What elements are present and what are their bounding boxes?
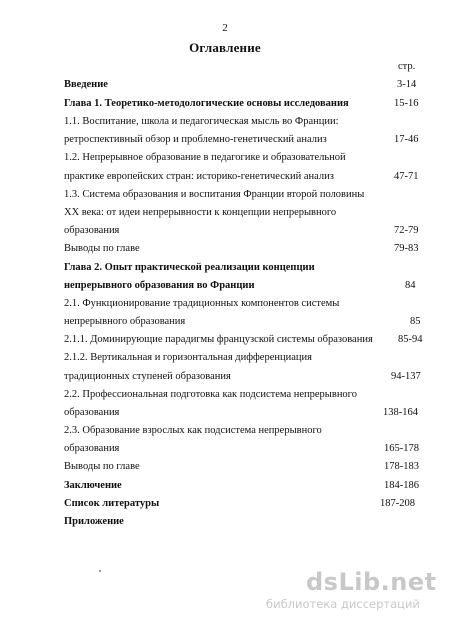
toc-entry-conclusions-2: Выводы по главе [64,461,140,472]
toc-page-chapter-2: 84 [405,280,416,291]
toc-entry-1-2-line2: практике европейских стран: историко-генетический анализ [64,171,334,182]
toc-entry-1-3-line2: XX века: от идеи непрерывности к концепции непрерывного [64,207,337,218]
toc-entry-2-1-2-line1: 2.1.2. Вертикальная и горизонтальная дифференциация [64,352,312,363]
toc-entry-2-3-line2: образования [64,443,120,454]
toc-page-1-3: 72-79 [394,225,419,236]
toc-page-bibliography: 187-208 [380,498,415,509]
document-title: Оглавление [189,40,261,55]
toc-page-conclusions-2: 178-183 [384,461,419,472]
toc-page-1-1: 17-46 [394,134,419,145]
toc-entry-bibliography: Список литературы [64,498,160,509]
toc-entry-2-1-line2: непрерывного образования [64,316,186,327]
toc-entry-appendix: Приложение [64,516,124,527]
toc-entry-conclusion: Заключение [64,480,122,491]
watermark [266,568,446,611]
toc-entry-chapter-2-line1: Глава 2. Опыт практической реализации концепции [64,262,315,273]
toc-page-2-1-2: 94-137 [391,371,421,382]
watermark-logo: dsLib.net [306,568,437,596]
toc-page-2-1: 85 [410,316,421,327]
toc-entry-intro: Введение [64,79,108,90]
toc-entry-2-1-1: 2.1.1. Доминирующие парадигмы французской системы образования [64,334,373,345]
toc-entry-conclusions-1: Выводы по главе [64,243,140,254]
toc-page-chapter-1: 15-16 [394,98,419,109]
toc-entry-2-2-line1: 2.2. Профессиональная подготовка как подсистема непрерывного [64,389,357,400]
toc-page-conclusions-1: 79-83 [394,243,419,254]
toc-page-intro: 3-14 [397,79,417,90]
toc-page-2-2: 138-164 [383,407,418,418]
watermark-subtitle: библиотека диссертаций [266,597,420,611]
toc-page-conclusion: 184-186 [384,480,419,491]
page-number: 2 [222,22,228,34]
toc-entry-chapter-2-line2: непрерывного образования во Франции [64,280,255,291]
scan-speck [99,570,101,572]
toc-entry-1-3-line3: образования [64,225,120,236]
toc-entry-2-2-line2: образования [64,407,120,418]
toc-entry-2-3-line1: 2.3. Образование взрослых как подсистема непрерывного [64,425,322,436]
toc-entry-2-1-line1: 2.1. Функционирование традиционных компонентов системы [64,298,340,309]
toc-entry-1-1-line1: 1.1. Воспитание, школа и педагогическая мысль во Франции: [64,116,339,127]
toc-page-2-1-1: 85-94 [398,334,423,345]
toc-entry-1-2-line1: 1.2. Непрерывное образование в педагогике и образовательной [64,152,346,163]
toc-page-2-3: 165-178 [384,443,419,454]
toc-entry-1-3-line1: 1.3. Система образования и воспитания Франции второй половины [64,189,365,200]
toc-entry-1-1-line2: ретроспективный обзор и проблемно-генетический анализ [64,134,327,145]
pages-column-label: стр. [398,61,416,72]
toc-page-1-2: 47-71 [394,171,419,182]
toc-entry-chapter-1: Глава 1. Теоретико-методологические основы исследования [64,98,349,109]
toc-entry-2-1-2-line2: традиционных ступеней образования [64,371,231,382]
